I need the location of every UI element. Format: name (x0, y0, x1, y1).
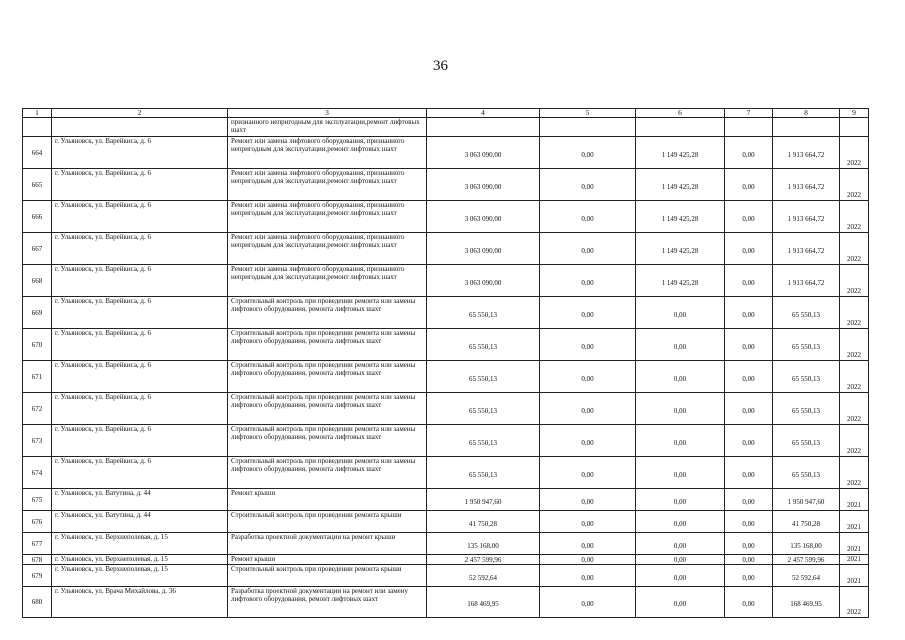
cell-work: признанного непригодным для эксплуатации,ремонт лифтовых шахт (228, 118, 427, 137)
cell-c6: 1 149 425,28 (636, 265, 725, 297)
cell-address: г. Ульяновск, ул. Варейкиса, д. 6 (52, 425, 228, 457)
cell-c6: 0,00 (636, 511, 725, 533)
cell-c7: 0,00 (725, 533, 773, 555)
cell-no: 677 (23, 533, 52, 555)
cell-address: г. Ульяновск, ул. Варейкиса, д. 6 (52, 137, 228, 169)
cell-c7: 0,00 (725, 489, 773, 511)
cell-c7: 0,00 (725, 297, 773, 329)
cell-c4: 135 168,00 (427, 533, 540, 555)
cell-c7: 0,00 (725, 169, 773, 201)
cell-address: г. Ульяновск, ул. Варейкиса, д. 6 (52, 361, 228, 393)
cell-c6: 1 149 425,28 (636, 169, 725, 201)
cell-c7: 0,00 (725, 587, 773, 618)
cell-year: 2022 (840, 457, 869, 489)
cell-c4: 65 550,13 (427, 361, 540, 393)
cell-address: г. Ульяновск, ул. Верхнеполевая, д. 15 (52, 533, 228, 555)
cell-work: Ремонт или замена лифтового оборудования, признанного непригодным для эксплуатации,ремонт лифтовых шахт (228, 201, 427, 233)
cell-c6: 0,00 (636, 489, 725, 511)
cell-c4: 65 550,13 (427, 297, 540, 329)
table-row (23, 169, 869, 201)
cell-year: 2021 (840, 489, 869, 511)
cell-address: г. Ульяновск, ул. Верхнеполевая, д. 15 (52, 565, 228, 587)
cell-address: г. Ульяновск, ул. Ватутина, д. 44 (52, 489, 228, 511)
cell-no: 675 (23, 489, 52, 511)
cell-c4: 168 469,95 (427, 587, 540, 618)
cell-work: Строительный контроль при проведении ремонта крыши (228, 565, 427, 587)
table-row (23, 511, 869, 533)
cell-year: 2021 (840, 533, 869, 555)
cell-work: Разработка проектной документации на ремонт крыши (228, 533, 427, 555)
table-row (23, 361, 869, 393)
cell-address: г. Ульяновск, ул. Варейкиса, д. 6 (52, 393, 228, 425)
cell-c6: 0,00 (636, 555, 725, 565)
cell-address: г. Ульяновск, ул. Врача Михайлова, д. 36 (52, 587, 228, 618)
cell-c6: 0,00 (636, 393, 725, 425)
cell-c6 (636, 118, 725, 137)
cell-year: 2022 (840, 425, 869, 457)
cell-no: 673 (23, 425, 52, 457)
cell-c8: 1 913 664,72 (773, 265, 840, 297)
cell-no: 667 (23, 233, 52, 265)
cell-c7: 0,00 (725, 233, 773, 265)
cell-c6: 0,00 (636, 425, 725, 457)
cell-work: Строительный контроль при проведении ремонта или замены лифтового оборудования, ремонта лифтовых шахт (228, 297, 427, 329)
cell-work: Ремонт крыши (228, 555, 427, 565)
cell-c5: 0,00 (540, 361, 636, 393)
cell-year: 2021 (840, 565, 869, 587)
cell-c8: 65 550,13 (773, 297, 840, 329)
cell-c5: 0,00 (540, 555, 636, 565)
cell-c7: 0,00 (725, 201, 773, 233)
table-row (23, 533, 869, 555)
cell-address: г. Ульяновск, ул. Варейкиса, д. 6 (52, 265, 228, 297)
table-row (23, 457, 869, 489)
cell-c8: 168 469,95 (773, 587, 840, 618)
cell-address: г. Ульяновск, ул. Ватутина, д. 44 (52, 511, 228, 533)
page-number: 36 (433, 58, 448, 74)
cell-c8: 65 550,13 (773, 329, 840, 361)
col-header-4: 4 (427, 109, 540, 118)
cell-c5: 0,00 (540, 565, 636, 587)
cell-no: 674 (23, 457, 52, 489)
cell-c8: 52 592,64 (773, 565, 840, 587)
cell-no: 680 (23, 587, 52, 618)
table-row (23, 587, 869, 618)
cell-year: 2022 (840, 201, 869, 233)
cell-c4: 65 550,13 (427, 457, 540, 489)
cell-address: г. Ульяновск, ул. Варейкиса, д. 6 (52, 233, 228, 265)
cell-c4: 65 550,13 (427, 393, 540, 425)
cell-work: Строительный контроль при проведении ремонта или замены лифтового оборудования, ремонта лифтовых шахт (228, 457, 427, 489)
cell-c4: 2 457 599,96 (427, 555, 540, 565)
cell-c4: 65 550,13 (427, 425, 540, 457)
cell-c6: 0,00 (636, 457, 725, 489)
cell-c4: 41 750,28 (427, 511, 540, 533)
cell-c7: 0,00 (725, 511, 773, 533)
column-number-header (23, 109, 869, 118)
cell-c7 (725, 118, 773, 137)
cell-c8: 1 913 664,72 (773, 233, 840, 265)
table-row (23, 233, 869, 265)
cell-work: Ремонт крыши (228, 489, 427, 511)
cell-c6: 0,00 (636, 587, 725, 618)
table-row (23, 297, 869, 329)
continuation-row (23, 118, 869, 137)
cell-c6: 1 149 425,28 (636, 233, 725, 265)
cell-no: 672 (23, 393, 52, 425)
cell-year: 2021 (840, 555, 869, 565)
cell-c8 (773, 118, 840, 137)
cell-c8: 41 750,28 (773, 511, 840, 533)
cell-no: 666 (23, 201, 52, 233)
cell-no: 670 (23, 329, 52, 361)
cell-c4: 1 950 947,60 (427, 489, 540, 511)
cell-no (23, 118, 52, 137)
cell-c5: 0,00 (540, 489, 636, 511)
cell-c6: 0,00 (636, 361, 725, 393)
cell-work: Ремонт или замена лифтового оборудования, признанного непригодным для эксплуатации,ремонт лифтовых шахт (228, 169, 427, 201)
cell-c8: 1 913 664,72 (773, 169, 840, 201)
cell-address: г. Ульяновск, ул. Варейкиса, д. 6 (52, 457, 228, 489)
col-header-7: 7 (725, 109, 773, 118)
cell-year: 2022 (840, 587, 869, 618)
cell-c5: 0,00 (540, 393, 636, 425)
cell-address: г. Ульяновск, ул. Варейкиса, д. 6 (52, 329, 228, 361)
cell-c5: 0,00 (540, 533, 636, 555)
cell-c8: 135 168,00 (773, 533, 840, 555)
table-row (23, 201, 869, 233)
cell-c5: 0,00 (540, 425, 636, 457)
cell-work: Ремонт или замена лифтового оборудования, признанного непригодным для эксплуатации,ремонт лифтовых шахт (228, 137, 427, 169)
cell-year: 2022 (840, 265, 869, 297)
table-row (23, 555, 869, 565)
cell-c4: 3 063 090,00 (427, 201, 540, 233)
cell-work: Строительный контроль при проведении ремонта или замены лифтового оборудования, ремонта лифтовых шахт (228, 393, 427, 425)
col-header-1: 1 (23, 109, 52, 118)
cell-c6: 0,00 (636, 297, 725, 329)
cell-c7: 0,00 (725, 265, 773, 297)
cell-address: г. Ульяновск, ул. Варейкиса, д. 6 (52, 169, 228, 201)
cell-year: 2022 (840, 169, 869, 201)
cell-c5: 0,00 (540, 511, 636, 533)
cell-c7: 0,00 (725, 457, 773, 489)
cell-c5: 0,00 (540, 169, 636, 201)
cell-c5 (540, 118, 636, 137)
cell-c8: 65 550,13 (773, 425, 840, 457)
cell-c5: 0,00 (540, 329, 636, 361)
cell-work: Ремонт или замена лифтового оборудования, признанного непригодным для эксплуатации,ремонт лифтовых шахт (228, 233, 427, 265)
cell-c7: 0,00 (725, 393, 773, 425)
cell-c6: 0,00 (636, 565, 725, 587)
cell-no: 678 (23, 555, 52, 565)
cell-c5: 0,00 (540, 587, 636, 618)
cell-c8: 1 950 947,60 (773, 489, 840, 511)
cell-c4: 3 063 090,00 (427, 265, 540, 297)
cell-no: 676 (23, 511, 52, 533)
cell-c8: 1 913 664,72 (773, 201, 840, 233)
cell-c6: 1 149 425,28 (636, 201, 725, 233)
cell-year: 2022 (840, 137, 869, 169)
cell-c7: 0,00 (725, 137, 773, 169)
cell-no: 664 (23, 137, 52, 169)
cell-c5: 0,00 (540, 233, 636, 265)
cell-year: 2022 (840, 329, 869, 361)
cell-c5: 0,00 (540, 457, 636, 489)
program-table (22, 108, 869, 618)
col-header-5: 5 (540, 109, 636, 118)
cell-c8: 65 550,13 (773, 457, 840, 489)
cell-address: г. Ульяновск, ул. Варейкиса, д. 6 (52, 201, 228, 233)
col-header-8: 8 (773, 109, 840, 118)
cell-c4 (427, 118, 540, 137)
cell-work: Строительный контроль при проведении ремонта или замены лифтового оборудования, ремонта лифтовых шахт (228, 361, 427, 393)
cell-c4: 65 550,13 (427, 329, 540, 361)
cell-c5: 0,00 (540, 201, 636, 233)
cell-year (840, 118, 869, 137)
cell-c4: 3 063 090,00 (427, 137, 540, 169)
cell-no: 669 (23, 297, 52, 329)
col-header-6: 6 (636, 109, 725, 118)
cell-no: 679 (23, 565, 52, 587)
cell-no: 665 (23, 169, 52, 201)
cell-work: Строительный контроль при проведении ремонта или замены лифтового оборудования, ремонта лифтовых шахт (228, 329, 427, 361)
table-row (23, 489, 869, 511)
cell-address: г. Ульяновск, ул. Варейкиса, д. 6 (52, 297, 228, 329)
col-header-9: 9 (840, 109, 869, 118)
cell-no: 668 (23, 265, 52, 297)
cell-c8: 2 457 599,96 (773, 555, 840, 565)
cell-c4: 3 063 090,00 (427, 169, 540, 201)
cell-work: Строительный контроль при проведении ремонта или замены лифтового оборудования, ремонта лифтовых шахт (228, 425, 427, 457)
cell-no: 671 (23, 361, 52, 393)
cell-year: 2021 (840, 511, 869, 533)
cell-year: 2022 (840, 297, 869, 329)
cell-c5: 0,00 (540, 137, 636, 169)
cell-work: Ремонт или замена лифтового оборудования, признанного непригодным для эксплуатации,ремонт лифтовых шахт (228, 265, 427, 297)
col-header-2: 2 (52, 109, 228, 118)
cell-address (52, 118, 228, 137)
cell-c4: 52 592,64 (427, 565, 540, 587)
cell-c8: 65 550,13 (773, 393, 840, 425)
cell-work: Разработка проектной документации на ремонт или замену лифтового оборудования, ремонт лифтовых шахт (228, 587, 427, 618)
cell-work: Строительный контроль при проведении ремонта крыши (228, 511, 427, 533)
cell-year: 2022 (840, 233, 869, 265)
cell-year: 2022 (840, 393, 869, 425)
cell-c8: 65 550,13 (773, 361, 840, 393)
cell-c6: 1 149 425,28 (636, 137, 725, 169)
cell-year: 2022 (840, 361, 869, 393)
table-row (23, 393, 869, 425)
cell-c8: 1 913 664,72 (773, 137, 840, 169)
table-row (23, 329, 869, 361)
cell-c6: 0,00 (636, 329, 725, 361)
cell-c5: 0,00 (540, 265, 636, 297)
cell-c7: 0,00 (725, 329, 773, 361)
cell-c5: 0,00 (540, 297, 636, 329)
cell-c6: 0,00 (636, 533, 725, 555)
table-row (23, 137, 869, 169)
cell-c7: 0,00 (725, 555, 773, 565)
table-row (23, 265, 869, 297)
cell-address: г. Ульяновск, ул. Верхнеполевая, д. 15 (52, 555, 228, 565)
cell-c7: 0,00 (725, 425, 773, 457)
cell-c4: 3 063 090,00 (427, 233, 540, 265)
cell-c7: 0,00 (725, 565, 773, 587)
table-row (23, 565, 869, 587)
col-header-3: 3 (228, 109, 427, 118)
cell-c7: 0,00 (725, 361, 773, 393)
table-row (23, 425, 869, 457)
